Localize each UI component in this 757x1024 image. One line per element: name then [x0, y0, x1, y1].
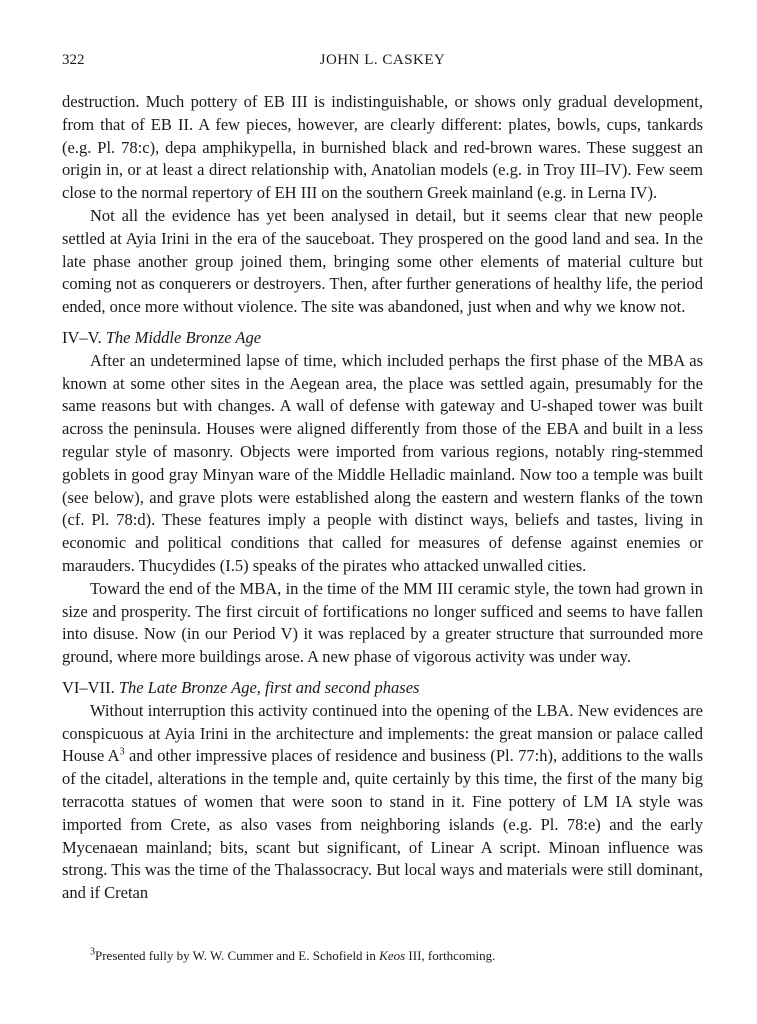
- footnote-marker: 3: [90, 946, 95, 958]
- page-header: [62, 52, 703, 74]
- paragraph-text: and other impressive places of residence and business (Pl. 77:h), additions to the walls of the citadel, alterations in the temple and, quite certainly by this time, the first of the many big terracotta statues of women that were soon to stand in it. Fine pottery of LM IA style was imported from Crete, as also vases from neighboring islands (e.g. Pl. 78:e) and the early Mycenaean mainland; bits, scant but significant, of Linear A script. Minoan influence was strong. This was the time of the Thalassocracy. But local ways and materials were still dominant, and if Cretan: [62, 746, 704, 903]
- footnote-reference: 3: [119, 746, 125, 758]
- section-title: The Middle Bronze Age: [105, 327, 262, 347]
- footnote: [90, 947, 710, 965]
- paragraph: Toward the end of the MBA, in the time of the MM III ceramic style, the town had grown in size and prosperity. The first circuit of fortifications no longer sufficed and seems to have fallen into disuse. Now (in our Period V) it was replaced by a greater structure that surrounded more ground, where more buildings arose. A new phase of vigorous activity was under way.: [62, 578, 703, 667]
- section-title: The Late Bronze Age, first and second phases: [118, 677, 420, 697]
- footnote-italic: Keos: [379, 948, 406, 963]
- section-label: VI–VII.: [62, 677, 115, 697]
- paragraph-text: Without interruption this activity continued into the opening of the LBA. New evidences are conspicuous at Ayia Irini in the architecture and implements: the great mansion or palace called House A: [62, 700, 703, 766]
- section-heading-late-bronze-age: [62, 677, 703, 700]
- paragraph: After an undetermined lapse of time, which included perhaps the first phase of the MBA as known at some other sites in the Aegean area, the place was settled again, presumably for the same reasons but with changes. A wall of defense with gateway and U-shaped tower was built across the peninsula. Houses were aligned differently from those of the EBA and built in a less regular style of masonry. Objects were imported from various regions, notably ring-stemmed goblets in good gray Minyan ware of the Middle Helladic mainland. Now too a temple was built (see below), and grave plots were established along the eastern and western flanks of the town (cf. Pl. 78:d). These features imply a people with distinct ways, beliefs and tastes, living in economic and political conditions that called for measures of defense against enemies or marauders. Thucydides (I.5) speaks of the pirates who attacked unwalled cities.: [62, 350, 703, 575]
- body-text: [62, 91, 703, 905]
- running-head: JOHN L. CASKEY: [319, 52, 446, 68]
- paragraph: Not all the evidence has yet been analysed in detail, but it seems clear that new people settled at Ayia Irini in the era of the sauceboat. They prospered on the good land and sea. In the late phase another group joined them, bringing some other elements of material culture but coming not as conquerers or destroyers. Then, after further generations of healthy life, the period ended, once more without violence. The site was abandoned, just when and why we know not.: [62, 205, 703, 317]
- section-heading-middle-bronze-age: [62, 327, 703, 350]
- paragraph: [62, 700, 703, 905]
- footnote-text: Presented fully by W. W. Cummer and E. Schofield in: [95, 948, 380, 963]
- page-number: 322: [62, 52, 85, 68]
- paragraph-continuation: destruction. Much pottery of EB III is indistinguishable, or shows only gradual development, from that of EB II. A few pieces, however, are clearly different: plates, bowls, cups, tankards (e.g. Pl. 78:c), depa amphikypella, in burnished black and red-brown wares. These suggest an origin in, or at least a direct relationship with, Anatolian models (e.g. in Troy III–IV). Few seem close to the normal repertory of EH III on the southern Greek mainland (e.g. in Lerna IV).: [62, 92, 703, 203]
- section-label: IV–V.: [62, 327, 102, 347]
- footnote-text: III, forthcoming.: [405, 948, 496, 963]
